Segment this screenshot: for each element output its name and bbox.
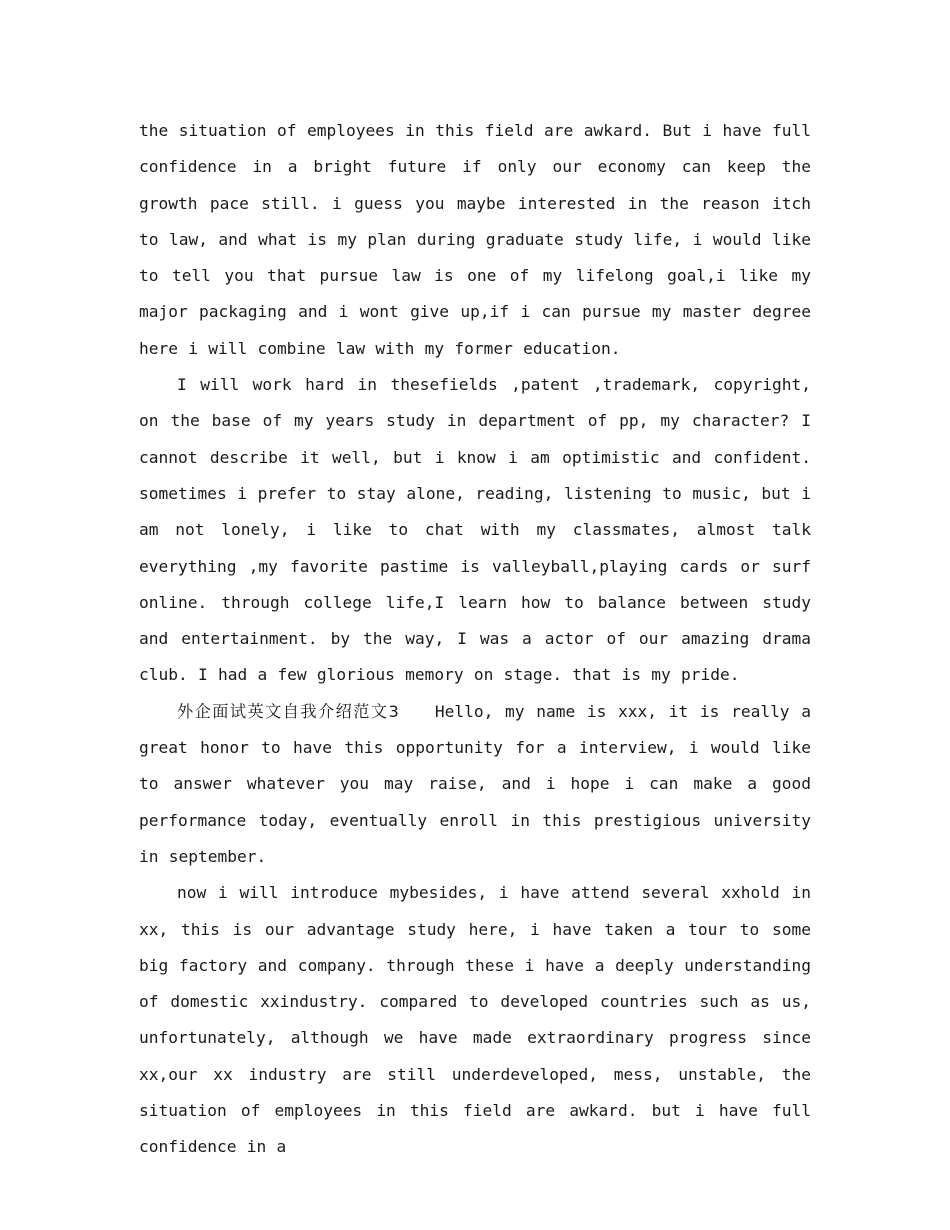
sample-heading: 外企面试英文自我介绍范文3	[177, 701, 399, 721]
paragraph-sample-3	[139, 694, 811, 875]
paragraph-continuation: the situation of employees in this field are awkard. But i have full confidence in a bright future if only our economy can keep the growth pace still. i guess you maybe interested in the reason itch to law, and what is my plan during graduate study life, i would like to tell you that pursue law is one of my lifelong goal,i like my major packaging and i wont give up,if i can pursue my master degree here i will combine law with my former education.	[139, 121, 811, 358]
sample-3-text: Hello, my name is xxx, it is really a great honor to have this opportunity for a interview, i would like to answer whatever you may raise, and i hope i can make a good performance today, eventually enroll in this prestigious university in september.	[139, 701, 811, 866]
document-page	[139, 113, 811, 1166]
paragraph-character: I will work hard in thesefields ,patent ,trademark, copyright, on the base of my years study in department of pp, my character? I cannot describe it well, but i know i am optimistic and confident. sometimes i prefer to stay alone, reading, listening to music, but i am not lonely, i like to chat with my classmates, almost talk everything ,my favorite pastime is valleyball,playing cards or surf online. through college life,I learn how to balance between study and entertainment. by the way, I was a actor of our amazing drama club. I had a few glorious memory on stage. that is my pride.	[139, 375, 811, 685]
paragraph-introduction: now i will introduce mybesides, i have attend several xxhold in xx, this is our advantage study here, i have taken a tour to some big factory and company. through these i have a deeply understanding of domestic xxindustry. compared to developed countries such as us, unfortunately, although we have made extraordinary progress since xx,our xx industry are still underdeveloped, mess, unstable, the situation of employees in this field are awkard. but i have full confidence in a	[139, 883, 811, 1157]
